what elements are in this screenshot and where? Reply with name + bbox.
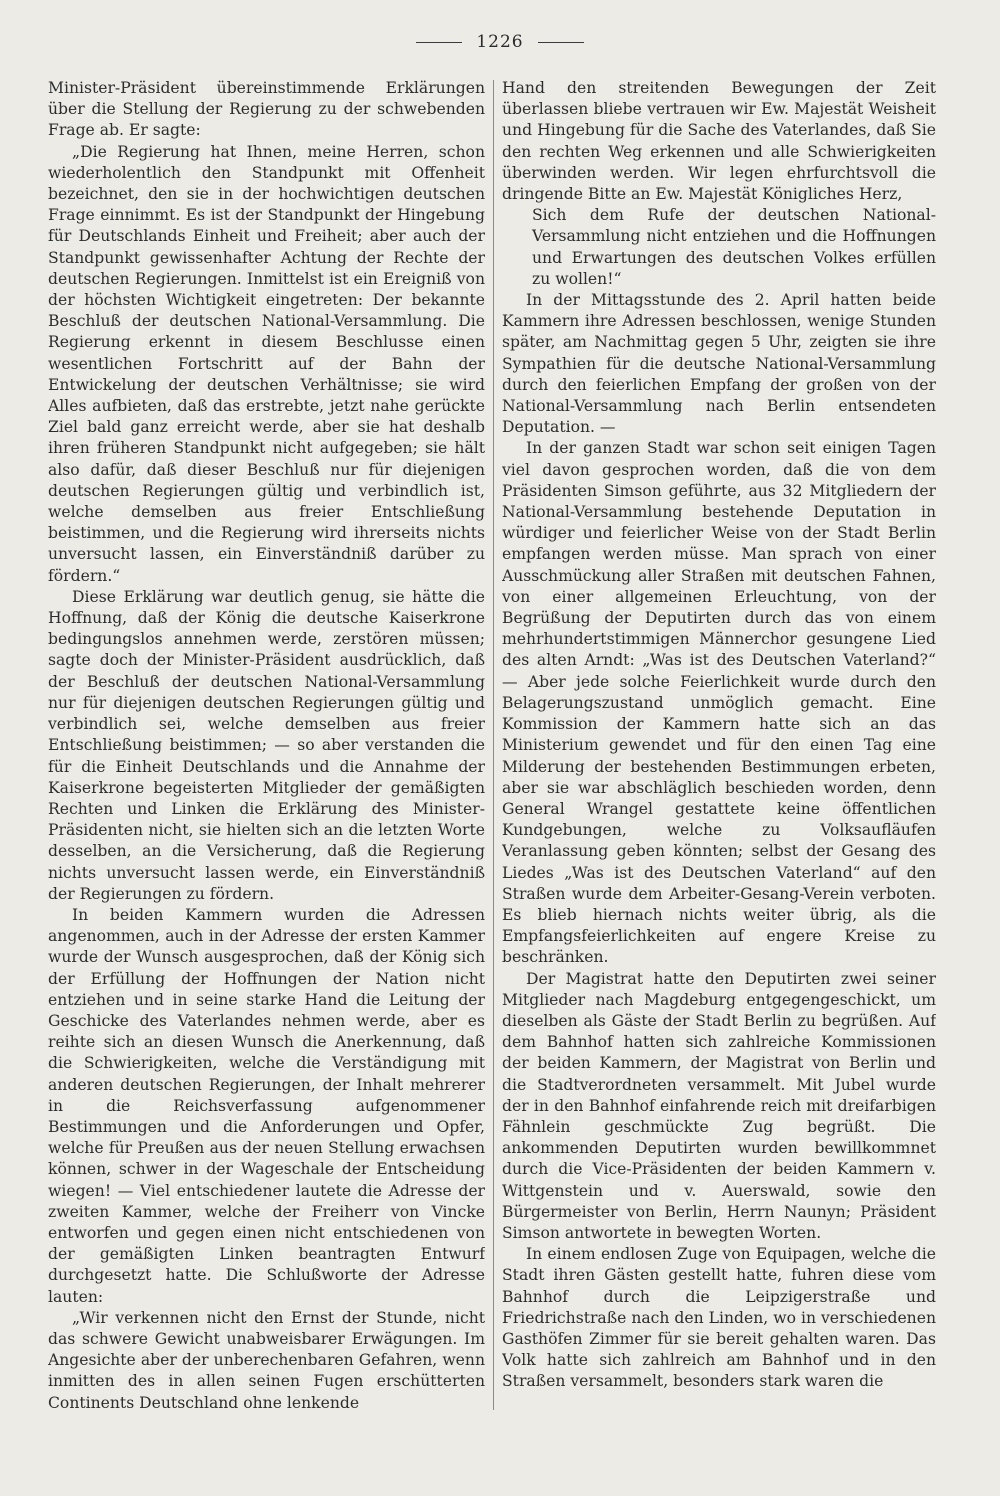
page-header: [0, 32, 1000, 52]
header-rule-right: [538, 42, 584, 43]
page-number: 1226: [476, 32, 524, 52]
quoted-paragraph: Sich dem Rufe der deutschen National-Versammlung nicht entziehen und die Hoffnungen und Erwartungen des deutschen Volkes erfüllen zu wollen!“: [532, 206, 936, 288]
paragraph: „Die Regierung hat Ihnen, meine Herren, schon wiederholentlich den Standpunkt mit Offenheit bezeichnet, den sie in der hochwichtigen deutschen Frage einnimmt. Es ist der Standpunkt der Hingebung für Deutschlands Einheit und Freiheit; aber auch der Standpunkt gewissenhafter Achtung der Rechte der deutschen Regierungen. Inmittelst ist ein Ereigniß von der höchsten Wichtigkeit eingetreten: Der bekannte Beschluß der deutschen National-Versammlung. Die Regierung erkennt in diesem Beschlusse einen wesentlichen Fortschritt auf der Bahn der Entwickelung der deutschen Verhältnisse; sie wird Alles aufbieten, daß das erstrebte, jetzt nahe gerückte Ziel bald ganz erreicht werde, aber sie hat deshalb ihren früheren Standpunkt nicht aufgegeben; sie hält also dafür, daß dieser Beschluß nur für diejenigen deutschen Regierungen gültig und verbindlich ist, welche demselben aus freier Entschließung beistimmen, und die Regierung wird ihrerseits nichts unversucht lassen, ein Einverständniß darüber zu fördern.“: [48, 142, 485, 585]
paragraph: In der ganzen Stadt war schon seit einigen Tagen viel davon gesprochen worden, daß die von dem Präsidenten Simson geführte, aus 32 Mitgliedern der National-Versammlung bestehende Deputation in würdiger und feierlicher Weise von der Stadt Berlin empfangen werden müsse. Man sprach von einer Ausschmückung aller Straßen mit deutschen Fahnen, von einer allgemeinen Erleuchtung, von der Begrüßung der Deputirten durch das von einem mehrhundertstimmigen Männerchor gesungene Lied des alten Arndt: „Was ist des Deutschen Vaterland?“ — Aber jede solche Feierlichkeit wurde durch den Belagerungszustand unmöglich gemacht. Eine Kommission der Kammern hatte sich an das Ministerium gewendet und für den einen Tag eine Milderung der bestehenden Bestimmungen erbeten, aber sie war abschläglich beschieden worden, denn General Wrangel gestattete keine öffentlichen Kundgebungen, welche zu Volksaufläufen Veranlassung geben könnten; selbst der Gesang des Liedes „Was ist des Deutschen Vaterland“ auf den Straßen wurde dem Arbeiter-Gesang-Verein verboten. Es blieb hiernach nichts weiter übrig, als die Empfangsfeierlichkeiten auf engere Kreise zu beschränken.: [502, 439, 936, 967]
paragraph: Der Magistrat hatte den Deputirten zwei seiner Mitglieder nach Magdeburg entgegengeschickt, um dieselben als Gäste der Stadt Berlin zu begrüßen. Auf dem Bahnhof hatten sich zahlreiche Kommissionen der beiden Kammern, der Magistrat von Berlin und die Stadtverordneten versammelt. Mit Jubel wurde der in den Bahnhof einfahrende reich mit dreifarbigen Fähnlein geschmückte Zug begrüßt. Die ankommenden Deputirten wurden bewillkommnet durch die Vice-Präsidenten der beiden Kammern v. Wittgenstein und v. Auerswald, sowie den Bürgermeister von Berlin, Herrn Naunyn; Präsident Simson antwortete in bewegten Worten.: [502, 969, 936, 1242]
paragraph: „Wir verkennen nicht den Ernst der Stunde, nicht das schwere Gewicht unabweisbarer Erwägungen. Im Angesichte aber der unberechenbaren Gefahren, wenn inmitten des in allen seinen Fugen erschütterten Continents Deutschland ohne lenkende: [48, 1308, 485, 1412]
paragraph: In einem endlosen Zuge von Equipagen, welche die Stadt ihren Gästen gestellt hatte, fuhren diese vom Bahnhof durch die Leipzigerstraße und Friedrichstraße nach den Linden, wo in verschiedenen Gasthöfen Zimmer für sie bereit gehalten waren. Das Volk hatte sich zahlreich am Bahnhof und in den Straßen versammelt, besonders stark waren die: [502, 1245, 936, 1391]
paragraph: Diese Erklärung war deutlich genug, sie hätte die Hoffnung, daß der König die deutsche Kaiserkrone bedingungslos annehmen werde, zerstören müssen; sagte doch der Minister-Präsident ausdrücklich, daß der Beschluß der deutschen National-Versammlung nur für diejenigen deutschen Regierungen gültig und verbindlich sei, welche demselben aus freier Entschließung beistimmen; — so aber verstanden die für die Einheit Deutschlands und die Annahme der Kaiserkrone begeisterten Mitglieder der gemäßigten Rechten und Linken die Erklärung des Minister-Präsidenten nicht, sie hielten sich an die letzten Worte desselben, an die Versicherung, daß die Regierung nichts unversucht lassen werde, ein Einverständniß der Regierungen zu fördern.: [48, 587, 485, 903]
column-divider: [493, 80, 494, 1410]
paragraph: Minister-Präsident übereinstimmende Erklärungen über die Stellung der Regierung zu der schwebenden Frage ab. Er sagte:: [48, 79, 485, 140]
paragraph: Hand den streitenden Bewegungen der Zeit überlassen bliebe vertrauen wir Ew. Majestät Weisheit und Hingebung für die Sache des Vaterlandes, daß Sie den rechten Weg erkennen und alle Schwierigkeiten überwinden werden. Wir legen ehrfurchtsvoll die dringende Bitte an Ew. Majestät Königliches Herz,: [502, 79, 936, 204]
right-column: [502, 78, 936, 1414]
header-rule-left: [416, 42, 462, 43]
paragraph: In beiden Kammern wurden die Adressen angenommen, auch in der Adresse der ersten Kammer wurde der Wunsch ausgesprochen, daß der König sich der Erfüllung der Hoffnungen der Nation nicht entziehen und in seine starke Hand die Leitung der Geschicke des Vaterlandes nehmen werde, aber es reihte sich an diesen Wunsch die Anerkennung, daß die Schwierigkeiten, welche die Verständigung mit anderen deutschen Regierungen, der Inhalt mehrerer in die Reichsverfassung aufgenommener Bestimmungen und die Anforderungen und Opfer, welche für Preußen aus der neuen Stellung erwachsen können, schwer in der Wageschale der Entscheidung wiegen! — Viel entschiedener lautete die Adresse der zweiten Kammer, welche der Freiherr von Vincke entworfen und gegen einen nicht entschiedenen von der gemäßigten Linken beantragten Entwurf durchgesetzt hatte. Die Schlußworte der Adresse lauten:: [48, 905, 485, 1306]
left-column: [48, 78, 485, 1414]
paragraph: In der Mittagsstunde des 2. April hatten beide Kammern ihre Adressen beschlossen, wenige Stunden später, am Nachmittag gegen 5 Uhr, zeigten sie ihre Sympathien für die deutsche National-Versammlung durch den feierlichen Empfang der großen von der National-Versammlung nach Berlin entsendeten Deputation. —: [502, 291, 936, 437]
